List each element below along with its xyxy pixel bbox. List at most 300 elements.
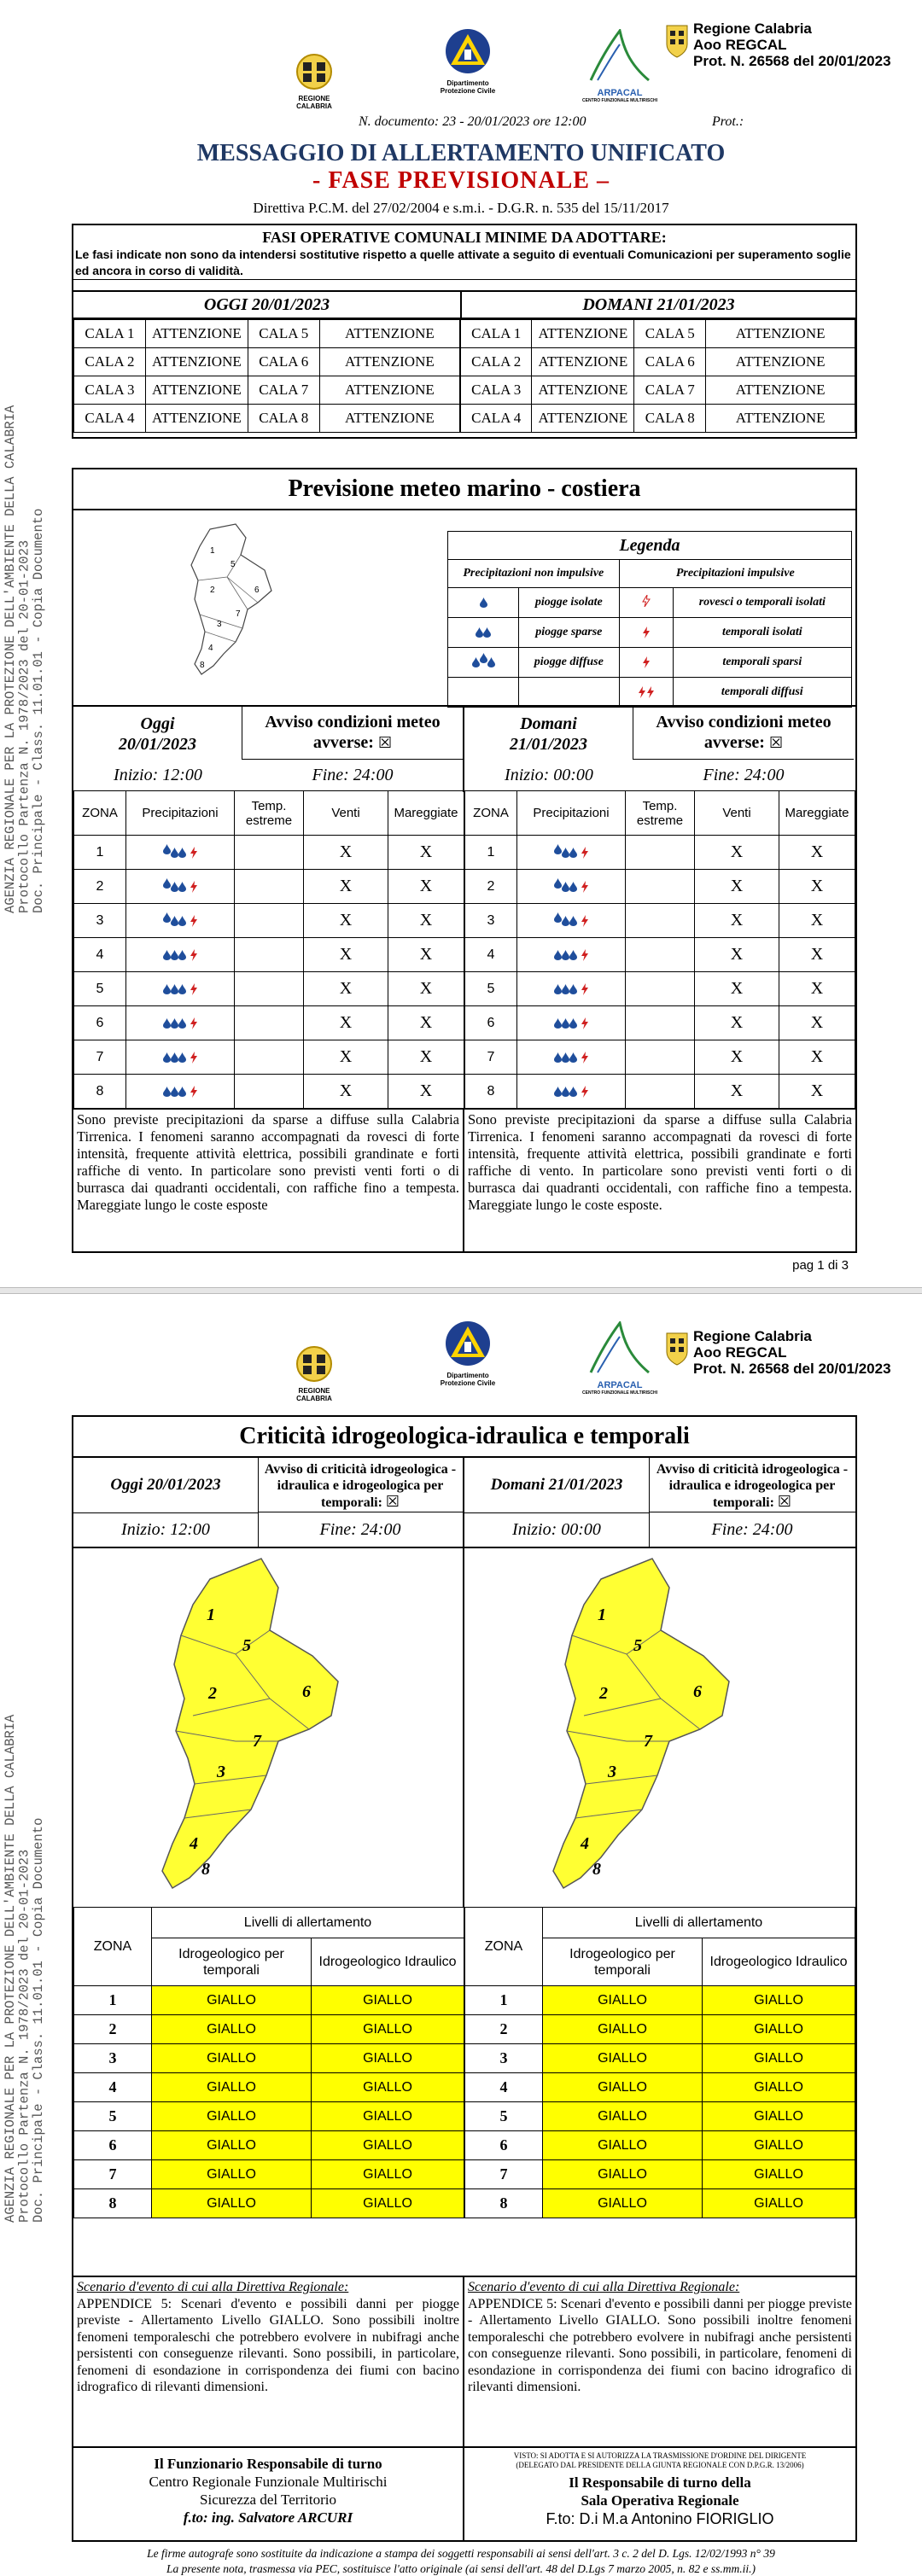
footer-note-2: La presente nota, trasmessa via PEC, sostituisce l'atto originale (ai sensi dell'art. 48 del D.Lgs 7 marzo 2005, n. 82 e ss.mm.ii.): [166, 2562, 756, 2575]
criticita-domani-row: [465, 2160, 855, 2189]
criticita-oggi-col-zona: ZONA: [74, 1908, 152, 1986]
lightning-icon: [190, 1017, 198, 1029]
legend-label: temporali diffusi: [673, 678, 851, 708]
fasi-zone-cell: CALA 6: [248, 348, 319, 376]
rain-drop-icon: [562, 848, 569, 858]
regione-calabria-logo-p2: [289, 1345, 340, 1402]
rain-drop-icon: [178, 882, 186, 892]
meteo-oggi-venti-mark: X: [304, 1040, 388, 1075]
lightning-icon: [190, 983, 198, 995]
criticita-oggi-level-idraulico: GIALLO: [312, 2131, 464, 2160]
criticita-oggi-col-idraulico: Idrogeologico Idraulico: [312, 1938, 464, 1986]
meteo-domani-fine: Fine: 24:00: [703, 766, 785, 784]
criticita-domani-row: [465, 2044, 855, 2073]
criticita-oggi-level-temporali: GIALLO: [152, 2189, 312, 2218]
protocol-sidebar: [3, 367, 48, 913]
rain-drop-icon: [483, 627, 491, 638]
legend-label: temporali isolati: [673, 618, 851, 648]
meteo-oggi-row: [74, 1075, 464, 1109]
meteo-domani-mareg-mark: X: [779, 1075, 855, 1109]
legend-label: temporali sparsi: [673, 648, 851, 678]
meteo-domani-temp-cell: [626, 836, 695, 870]
meteo-domani-temp-cell: [626, 870, 695, 904]
rain-drop-icon: [178, 1018, 186, 1029]
meteo-domani-venti-mark: X: [695, 904, 779, 938]
meteo-legend: [447, 531, 852, 708]
meteo-oggi-venti-mark: X: [304, 836, 388, 870]
rain-drop-icon: [554, 1087, 562, 1097]
meteo-domani-col-venti: Venti: [695, 791, 779, 836]
legend-row: [448, 618, 852, 648]
legend-col-impulsive: Precipitazioni impulsive: [619, 560, 851, 588]
regione-calabria-logo-label: REGIONE CALABRIA: [296, 1387, 332, 1402]
criticita-domani-inizio: Inizio: 00:00: [464, 1512, 650, 1547]
criticita-domani-zone: 4: [465, 2073, 543, 2102]
protezione-civile-logo-p2: [435, 1320, 500, 1387]
criticita-domani-map-zone-label: 8: [592, 1860, 601, 1879]
meteo-oggi-avviso: Avviso condizioni meteo avverse:: [265, 713, 441, 752]
criticita-domani-zone: 7: [465, 2160, 543, 2189]
meteo-oggi-temp-cell: [235, 972, 304, 1006]
meteo-oggi-zone: 2: [74, 870, 126, 904]
legend-label: piogge isolate: [519, 588, 620, 618]
protocol-region: Regione Calabria: [693, 1328, 812, 1344]
meteo-domani-temp-cell: [626, 1040, 695, 1075]
sidebar-line-2: Protocollo Partenza N. 1978/2023 del 20-01-2023: [16, 539, 32, 913]
meteo-domani-zone: 2: [465, 870, 517, 904]
legend-icon-cell: [448, 588, 519, 618]
protezione-civile-emblem-icon: [444, 27, 492, 75]
meteo-oggi-precip-cell: [126, 972, 235, 1006]
fasi-zone-cell: CALA 3: [460, 376, 532, 405]
criticita-oggi-scenario-text: APPENDICE 5: Scenari d'evento e possibili danni per piogge previste - Allertamento Livello GIALLO. Sono possibili inoltre fenomeni temporaleschi che potrebbero evolvere in nubifragi anche persistenti con conseguenze rilevanti. Sono possibili, in particolare, fenomeni di esondazione in corrispondenza dei fiumi con bacino idrografico di rilevanti dimensioni.: [77, 2296, 459, 2394]
criticita-oggi-map: [142, 1553, 398, 1903]
fasi-phase-cell: ATTENZIONE: [145, 405, 248, 433]
fasi-phase-cell: ATTENZIONE: [532, 320, 634, 348]
rain-drop-icon: [569, 984, 577, 994]
fasi-phase-cell: ATTENZIONE: [145, 320, 248, 348]
regione-calabria-emblem-icon: [295, 53, 333, 90]
criticita-oggi-map-zone-label: 7: [253, 1732, 261, 1751]
meteo-oggi-row: [74, 1040, 464, 1075]
meteo-domani-label: Domani: [520, 714, 577, 733]
regione-calabria-emblem-icon: [295, 1345, 333, 1383]
criticita-domani-col-temporali: Idrogeologico per temporali: [543, 1938, 703, 1986]
lightning-icon: [581, 983, 589, 995]
meteo-domani-precip-cell: [517, 1075, 626, 1109]
document-title: MESSAGGIO DI ALLERTAMENTO UNIFICATO: [196, 140, 726, 166]
criticita-domani-col-livelli: Livelli di allertamento: [543, 1908, 855, 1938]
meteo-domani-zone: 3: [465, 904, 517, 938]
meteo-oggi-venti-mark: X: [304, 904, 388, 938]
criticita-domani-zone: 2: [465, 2015, 543, 2044]
document-number: N. documento: 23 - 20/01/2023 ore 12:00: [359, 114, 586, 129]
legend-icon-cell: [448, 678, 519, 708]
criticita-domani-level-idraulico: GIALLO: [703, 2073, 855, 2102]
fasi-oggi-header: OGGI 20/01/2023: [73, 292, 462, 318]
fasi-phase-cell: ATTENZIONE: [706, 376, 855, 405]
legend-icon-cell: [619, 588, 673, 618]
lightning-icon: [581, 1017, 589, 1029]
rain-drop-icon: [163, 1087, 171, 1097]
legend-icon-cell: [448, 618, 519, 648]
meteo-oggi-col-mareg: Mareggiate: [388, 791, 464, 836]
fasi-phase-cell: ATTENZIONE: [532, 405, 634, 433]
rain-drop-icon: [554, 844, 562, 854]
meteo-oggi-mareg-mark: X: [388, 1006, 464, 1040]
rain-drop-icon: [554, 912, 562, 923]
regione-calabria-logo: [289, 53, 340, 110]
protocol-number: Prot. N. 26568 del 20/01/2023: [693, 1361, 891, 1377]
meteo-domani-precip-cell: [517, 938, 626, 972]
criticita-domani-scenario-text: APPENDICE 5: Scenari d'evento e possibili danni per piogge previste - Allertamento Livello GIALLO. Sono possibili inoltre fenomeni temporaleschi che potrebbero evolvere in nubifragi anche persistenti con conseguenze rilevanti. Sono possibili, in particolare, fenomeni di esondazione in corrispondenza dei fiumi con bacino idrografico di rilevanti dimensioni.: [468, 2296, 852, 2394]
signatures-section: [72, 2446, 857, 2542]
meteo-domani-row: [465, 972, 855, 1006]
meteo-oggi-fine: Fine: 24:00: [312, 766, 394, 784]
rain-drop-icon: [569, 916, 577, 926]
criticita-oggi-row: [74, 2102, 464, 2131]
criticita-domani-map: [533, 1553, 789, 1903]
criticita-domani-level-idraulico: GIALLO: [703, 1986, 855, 2015]
meteo-oggi-row: [74, 836, 464, 870]
meteo-oggi-text: Sono previste precipitazioni da sparse a diffuse sulla Calabria Tirrenica. I fenomeni saranno accompagnati da rovesci di forte intensità, frequente attività elettrica, possibili grandinate e forti raffiche di vento. In particolare sono previsti venti forti o di burrasca dai quadranti occidentali, con raffiche fino a tempesta. Mareggiate lungo le coste esposte: [73, 1108, 464, 1251]
meteo-oggi-temp-cell: [235, 938, 304, 972]
criticita-domani-map-zone-label: 3: [608, 1763, 616, 1781]
meteo-domani-row: [465, 1040, 855, 1075]
meteo-oggi-date: 20/01/2023: [118, 735, 197, 754]
rain-drop-icon: [178, 950, 186, 960]
meteo-domani-mareg-mark: X: [779, 870, 855, 904]
rain-drop-icon: [171, 984, 178, 994]
rain-drop-icon: [178, 848, 186, 858]
legend-label: [519, 678, 620, 708]
criticita-domani-row: [465, 1986, 855, 2015]
protezione-civile-logo-label-2: Protezione Civile: [440, 1379, 496, 1387]
arpacal-wave-icon: [586, 1321, 654, 1376]
left-signature-line2: Sicurezza del Territorio: [200, 2491, 336, 2508]
meteo-domani-precip-cell: [517, 836, 626, 870]
rain-drop-icon: [171, 1087, 178, 1097]
fasi-zone-cell: CALA 2: [460, 348, 532, 376]
criticita-domani-zone: 8: [465, 2189, 543, 2218]
rain-drop-icon: [171, 848, 178, 858]
criticita-domani-level-temporali: GIALLO: [543, 1986, 703, 2015]
fasi-phase-cell: ATTENZIONE: [319, 405, 460, 433]
meteo-domani-mareg-mark: X: [779, 1006, 855, 1040]
sidebar-line-3: Doc. Principale - Class. 11.01.01 - Copia Documento: [31, 1817, 46, 2223]
criticita-oggi-zone: 6: [74, 2131, 152, 2160]
meteo-oggi-precip-cell: [126, 1006, 235, 1040]
criticita-domani-zone: 6: [465, 2131, 543, 2160]
meteo-domani-row: [465, 870, 855, 904]
rain-drop-icon: [163, 878, 171, 889]
criticita-domani-col-idraulico: Idrogeologico Idraulico: [703, 1938, 855, 1986]
meteo-domani-venti-mark: X: [695, 1040, 779, 1075]
fasi-zone-cell: CALA 7: [248, 376, 319, 405]
legend-icon-cell: [619, 648, 673, 678]
criticita-oggi-row: [74, 2044, 464, 2073]
criticita-oggi-level-temporali: GIALLO: [152, 2102, 312, 2131]
arpacal-logo-p2: [577, 1321, 662, 1396]
meteo-domani-zone: 1: [465, 836, 517, 870]
fasi-zone-cell: CALA 2: [74, 348, 146, 376]
footer-note-1: Le firme autografe sono sostituite da indicazione a stampa dei soggetti responsabili ai sensi dell'art. 3 c. 2 del D. Lgs. 12/02/1993 n° 39: [147, 2547, 775, 2560]
lightning-icon: [646, 686, 655, 698]
protocol-region: Regione Calabria: [693, 20, 812, 37]
criticita-oggi-zone: 8: [74, 2189, 152, 2218]
meteo-oggi-precip-cell: [126, 904, 235, 938]
rain-drop-icon: [562, 882, 569, 892]
fasi-operative-section: [72, 224, 857, 439]
fasi-phase-cell: ATTENZIONE: [706, 348, 855, 376]
meteo-domani-precip-cell: [517, 870, 626, 904]
criticita-oggi-level-temporali: GIALLO: [152, 2131, 312, 2160]
meteo-map-label: 3: [217, 620, 222, 629]
document-directive: Direttiva P.C.M. del 27/02/2004 e s.m.i. - D.G.R. n. 535 del 15/11/2017: [253, 200, 669, 216]
meteo-domani-mareg-mark: X: [779, 836, 855, 870]
meteo-oggi-venti-mark: X: [304, 1075, 388, 1109]
meteo-oggi-zone: 5: [74, 972, 126, 1006]
criticita-oggi-row: [74, 2073, 464, 2102]
protezione-civile-logo: [435, 27, 500, 95]
protocol-stamp-emblem-icon: [666, 1332, 688, 1366]
meteo-oggi-row: [74, 938, 464, 972]
criticita-domani-col-zona: ZONA: [465, 1908, 543, 1986]
criticita-domani-zone: 1: [465, 1986, 543, 2015]
meteo-oggi-zone: 8: [74, 1075, 126, 1109]
meteo-domani-precip-cell: [517, 1040, 626, 1075]
fasi-phase-cell: ATTENZIONE: [319, 348, 460, 376]
rain-drop-icon: [562, 1087, 569, 1097]
meteo-domani-row: [465, 1006, 855, 1040]
meteo-oggi-temp-cell: [235, 836, 304, 870]
meteo-oggi-row: [74, 904, 464, 938]
meteo-oggi-col-venti: Venti: [304, 791, 388, 836]
criticita-oggi-map-zone-label: 6: [302, 1682, 311, 1701]
sidebar-line-1: AGENZIA REGIONALE PER LA PROTEZIONE DELL'AMBIENTE DELLA CALABRIA: [3, 405, 18, 913]
meteo-oggi-mareg-mark: X: [388, 1040, 464, 1075]
fasi-row: [74, 405, 855, 433]
meteo-domani-zone: 4: [465, 938, 517, 972]
protezione-civile-logo-label-1: Dipartimento: [446, 79, 489, 87]
criticita-oggi-level-idraulico: GIALLO: [312, 2015, 464, 2044]
meteo-oggi-temp-cell: [235, 1040, 304, 1075]
rain-drop-icon: [472, 657, 480, 667]
criticita-domani-fine: Fine: 24:00: [711, 1520, 793, 1539]
criticita-oggi-map-zone-label: 4: [190, 1834, 198, 1853]
rain-drop-icon: [163, 912, 171, 923]
rain-drop-icon: [562, 916, 569, 926]
criticita-domani-zone: 5: [465, 2102, 543, 2131]
criticita-domani-row: [465, 2102, 855, 2131]
lightning-icon: [581, 1086, 589, 1098]
rain-drop-icon: [171, 1052, 178, 1063]
criticita-domani-table: [464, 1907, 855, 2218]
criticita-oggi-level-idraulico: GIALLO: [312, 2160, 464, 2189]
fasi-zone-cell: CALA 8: [248, 405, 319, 433]
meteo-map-label: 5: [230, 560, 236, 569]
meteo-domani-col-prec: Precipitazioni: [517, 791, 626, 836]
rain-drop-icon: [554, 1018, 562, 1029]
meteo-domani-zone: 8: [465, 1075, 517, 1109]
legend-icon-cell: [619, 678, 673, 708]
meteo-domani-avviso: Avviso condizioni meteo avverse:: [656, 713, 832, 752]
meteo-domani-zone: 5: [465, 972, 517, 1006]
rain-drop-icon: [554, 984, 562, 994]
lightning-icon: [190, 881, 198, 893]
rain-drop-icon: [171, 950, 178, 960]
meteo-domani-row: [465, 938, 855, 972]
lightning-icon: [581, 1052, 589, 1064]
arpacal-logo-label: ARPACAL: [597, 88, 643, 98]
criticita-oggi-row: [74, 2189, 464, 2218]
meteo-marino-section: [72, 468, 857, 1253]
criticita-oggi-avviso: Avviso di criticità idrogeologica - idraulica e idrogeologica per temporali:: [264, 1462, 457, 1510]
meteo-domani-precip-cell: [517, 904, 626, 938]
rain-drop-icon: [476, 627, 483, 638]
criticita-oggi-zone: 7: [74, 2160, 152, 2189]
fasi-zone-cell: CALA 5: [634, 320, 706, 348]
fasi-phase-cell: ATTENZIONE: [319, 376, 460, 405]
meteo-oggi-precip-cell: [126, 836, 235, 870]
fasi-zone-cell: CALA 8: [634, 405, 706, 433]
criticita-domani-level-temporali: GIALLO: [543, 2044, 703, 2073]
meteo-domani-row: [465, 904, 855, 938]
right-signature-title2: Sala Operativa Regionale: [581, 2492, 739, 2509]
criticita-oggi-row: [74, 1986, 464, 2015]
legend-row: [448, 648, 852, 678]
fasi-phase-cell: ATTENZIONE: [319, 320, 460, 348]
legend-label: piogge sparse: [519, 618, 620, 648]
legend-icon-cell: [619, 618, 673, 648]
criticita-domani-map-zone-label: 2: [599, 1684, 608, 1703]
left-signature-name: f.to: ing. Salvatore ARCURI: [183, 2509, 353, 2526]
document-subtitle: - FASE PREVISIONALE –: [312, 167, 610, 194]
right-signature-note2: (DELEGATO DAL PRESIDENTE DELLA GIUNTA REGIONALE CON D.P.G.R. 13/2006): [516, 2461, 804, 2469]
fasi-phase-cell: ATTENZIONE: [706, 405, 855, 433]
legend-title: Legenda: [448, 532, 852, 560]
criticita-oggi-col-temporali: Idrogeologico per temporali: [152, 1938, 312, 1986]
legend-label: piogge diffuse: [519, 648, 620, 678]
criticita-oggi-row: [74, 2015, 464, 2044]
rain-drop-icon: [178, 916, 186, 926]
protocol-number: Prot. N. 26568 del 20/01/2023: [693, 53, 891, 69]
rain-drop-icon: [163, 844, 171, 854]
meteo-oggi-zone: 1: [74, 836, 126, 870]
rain-drop-icon: [171, 882, 178, 892]
criticita-domani-level-temporali: GIALLO: [543, 2189, 703, 2218]
rain-drop-icon: [163, 1052, 171, 1063]
criticita-oggi-level-temporali: GIALLO: [152, 2015, 312, 2044]
lightning-icon: [190, 949, 198, 961]
arpacal-logo: [577, 29, 662, 103]
fasi-zone-cell: CALA 3: [74, 376, 146, 405]
meteo-domani-col-mareg: Mareggiate: [779, 791, 855, 836]
rain-drop-icon: [171, 916, 178, 926]
meteo-oggi-zone: 7: [74, 1040, 126, 1075]
fasi-zone-cell: CALA 5: [248, 320, 319, 348]
rain-drop-icon: [178, 1087, 186, 1097]
meteo-oggi-mareg-mark: X: [388, 870, 464, 904]
meteo-oggi-row: [74, 870, 464, 904]
meteo-domani-inizio: Inizio: 00:00: [505, 766, 593, 784]
page-1: [0, 0, 922, 1287]
meteo-domani-date: 21/01/2023: [509, 735, 588, 754]
fasi-zone-cell: CALA 7: [634, 376, 706, 405]
criticita-oggi-level-temporali: GIALLO: [152, 2160, 312, 2189]
meteo-oggi-temp-cell: [235, 870, 304, 904]
meteo-map-label: 8: [200, 661, 205, 670]
criticita-domani-checkbox-icon: ☒: [777, 1493, 792, 1511]
protocol-aoo: Aoo REGCAL: [693, 1344, 787, 1361]
lightning-icon: [638, 686, 646, 698]
lightning-icon: [581, 915, 589, 927]
criticita-oggi-map-zone-label: 2: [208, 1684, 217, 1703]
fasi-domani-header: DOMANI 21/01/2023: [582, 295, 735, 314]
rain-drop-icon: [554, 878, 562, 889]
meteo-zones-map: [176, 521, 304, 683]
criticita-oggi-table: [73, 1907, 464, 2218]
meteo-domani-table: [464, 790, 855, 1109]
meteo-domani-temp-cell: [626, 904, 695, 938]
rain-drop-icon: [480, 653, 487, 663]
criticita-domani-level-idraulico: GIALLO: [703, 2044, 855, 2073]
right-signature-title1: Il Responsabile di turno della: [569, 2474, 751, 2491]
legend-icon-cell: [448, 648, 519, 678]
meteo-domani-venti-mark: X: [695, 836, 779, 870]
protocol-stamp-emblem-icon: [666, 24, 688, 58]
criticita-oggi-zone: 4: [74, 2073, 152, 2102]
criticita-domani-date: Domani 21/01/2023: [464, 1458, 650, 1513]
criticita-domani-level-idraulico: GIALLO: [703, 2160, 855, 2189]
meteo-domani-venti-mark: X: [695, 1075, 779, 1109]
right-signature-name: F.to: D.i M.a Antonino FIORIGLIO: [546, 2510, 774, 2527]
lightning-icon: [642, 627, 651, 638]
criticita-domani-map-zone-label: 4: [581, 1834, 589, 1853]
legend-row: [448, 678, 852, 708]
criticita-oggi-zone: 2: [74, 2015, 152, 2044]
rain-drop-icon: [569, 882, 577, 892]
protocol-sidebar-p2: [3, 1676, 48, 2223]
meteo-oggi-col-prec: Precipitazioni: [126, 791, 235, 836]
sidebar-line-2: Protocollo Partenza N. 1978/2023 del 20-01-2023: [16, 1849, 32, 2223]
left-signature-line1: Centro Regionale Funzionale Multirischi: [149, 2474, 388, 2490]
criticita-oggi-level-idraulico: GIALLO: [312, 2044, 464, 2073]
regione-calabria-logo-label: REGIONE CALABRIA: [296, 95, 332, 110]
criticita-oggi-level-temporali: GIALLO: [152, 2073, 312, 2102]
criticita-oggi-zone: 5: [74, 2102, 152, 2131]
meteo-oggi-temp-cell: [235, 1075, 304, 1109]
rain-drop-icon: [569, 1052, 577, 1063]
criticita-oggi-map-zone-label: 3: [217, 1763, 225, 1781]
meteo-map-label: 4: [208, 644, 213, 653]
meteo-domani-checkbox-icon: ☒: [768, 734, 784, 752]
criticita-domani-zone: 3: [465, 2044, 543, 2073]
criticita-oggi-fine: Fine: 24:00: [319, 1520, 401, 1539]
fasi-phase-cell: ATTENZIONE: [532, 376, 634, 405]
storm-isolated-icon: [642, 595, 651, 607]
fasi-zone-cell: CALA 4: [74, 405, 146, 433]
criticita-oggi-level-idraulico: GIALLO: [312, 2189, 464, 2218]
criticita-title: Criticità idrogeologica-idraulica e temporali: [73, 1417, 855, 1458]
legend-row: [448, 588, 852, 618]
criticita-oggi-row: [74, 2131, 464, 2160]
criticita-domani-avviso: Avviso di criticità idrogeologica - idraulica e idrogeologica per temporali:: [656, 1462, 849, 1510]
fasi-phase-cell: ATTENZIONE: [145, 376, 248, 405]
fasi-zone-cell: CALA 6: [634, 348, 706, 376]
meteo-oggi-zone: 6: [74, 1006, 126, 1040]
meteo-map-label: 7: [236, 609, 241, 619]
